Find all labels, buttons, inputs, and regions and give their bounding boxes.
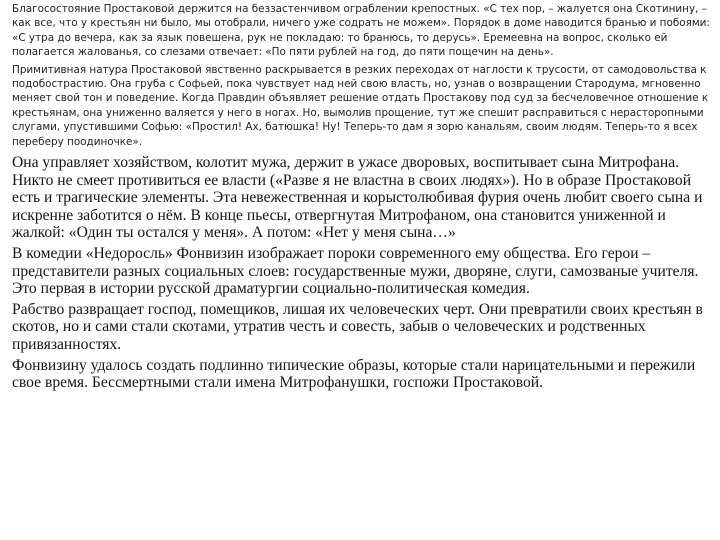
paragraph-typical-images: Фонвизину удалось создать подлинно типические образы, которые стали нарицательными и пережили свое время. Бессмертными стали имена Митрофанушки, госпожи Простаковой. — [12, 356, 696, 392]
paragraph-comedy-society: В комедии «Недоросль» Фонвизин изображает пороки современного ему общества. Его герои – представители разных социальных слоев: государственные мужи, дворяне, слуги, самозваные учителя. Это первая в истории русской драматургии социально-политическая комедия. — [12, 245, 699, 298]
paragraph-exploitation: Благосостояние Простаковой держится на беззастенчивом ограблении крепостных. «С тех пор, – жалуется она Скотинину, – как все, что у крестьян ни было, мы отобрали, ничего уже содрать не можем». Порядок в доме наводится бранью и побоями: «С утра до вечера, как за язык повешена, рук не покладаю: то бранюсь, то дерусь». Еремеевна на вопрос, сколько ей полагается жалованья, со слезами отвечает: «По пяти рублей на год, до пяти пощечин на день». — [12, 3, 710, 59]
paragraph-slavery: Рабство развращает господ, помещиков, лишая их человеческих черт. Они превратили своих крестьян в скотов, но и сами стали скотами, утратив честь и совесть, забыв о человеческих и родственных привязанностях. — [12, 300, 703, 353]
paragraph-character: Примитивная натура Простаковой явственно раскрывается в резких переходах от наглости к трусости, от самодовольства к подобострастию. Она груба с Софьей, пока чувствует над ней свою власть, но, узнав о возвращении Стародума, мгновенно меняет свой тон и поведение. Когда Правдин объявляет решение отдать Простакову под суд за бесчеловечное отношение к крестьянам, она униженно валяется у него в ногах. Но, вымолив прощение, тут же спешит расправиться с нерасторопными слугами, упустившими Софью: «Простил! Ах, батюшка! Ну! Теперь-то дам я зорю канальям, своим людям. Теперь-то я всех переберу поодиночке». — [12, 63, 709, 148]
paragraph-household: Она управляет хозяйством, колотит мужа, держит в ужасе дворовых, воспитывает сына Митрофана. Никто не смеет противиться ее власти («Разве я не властна в своих людях»). Но в образе Простаковой есть и трагические элементы. Эта невежественная и корыстолюбивая фурия очень любит своего сына и искренне заботится о нём. В конце пьесы, отвергнутая Митрофаном, она становится униженной и жалкой: «Один ты остался у меня». А потом: «Нет у меня сына…» — [12, 154, 703, 242]
document-page — [12, 2, 712, 392]
